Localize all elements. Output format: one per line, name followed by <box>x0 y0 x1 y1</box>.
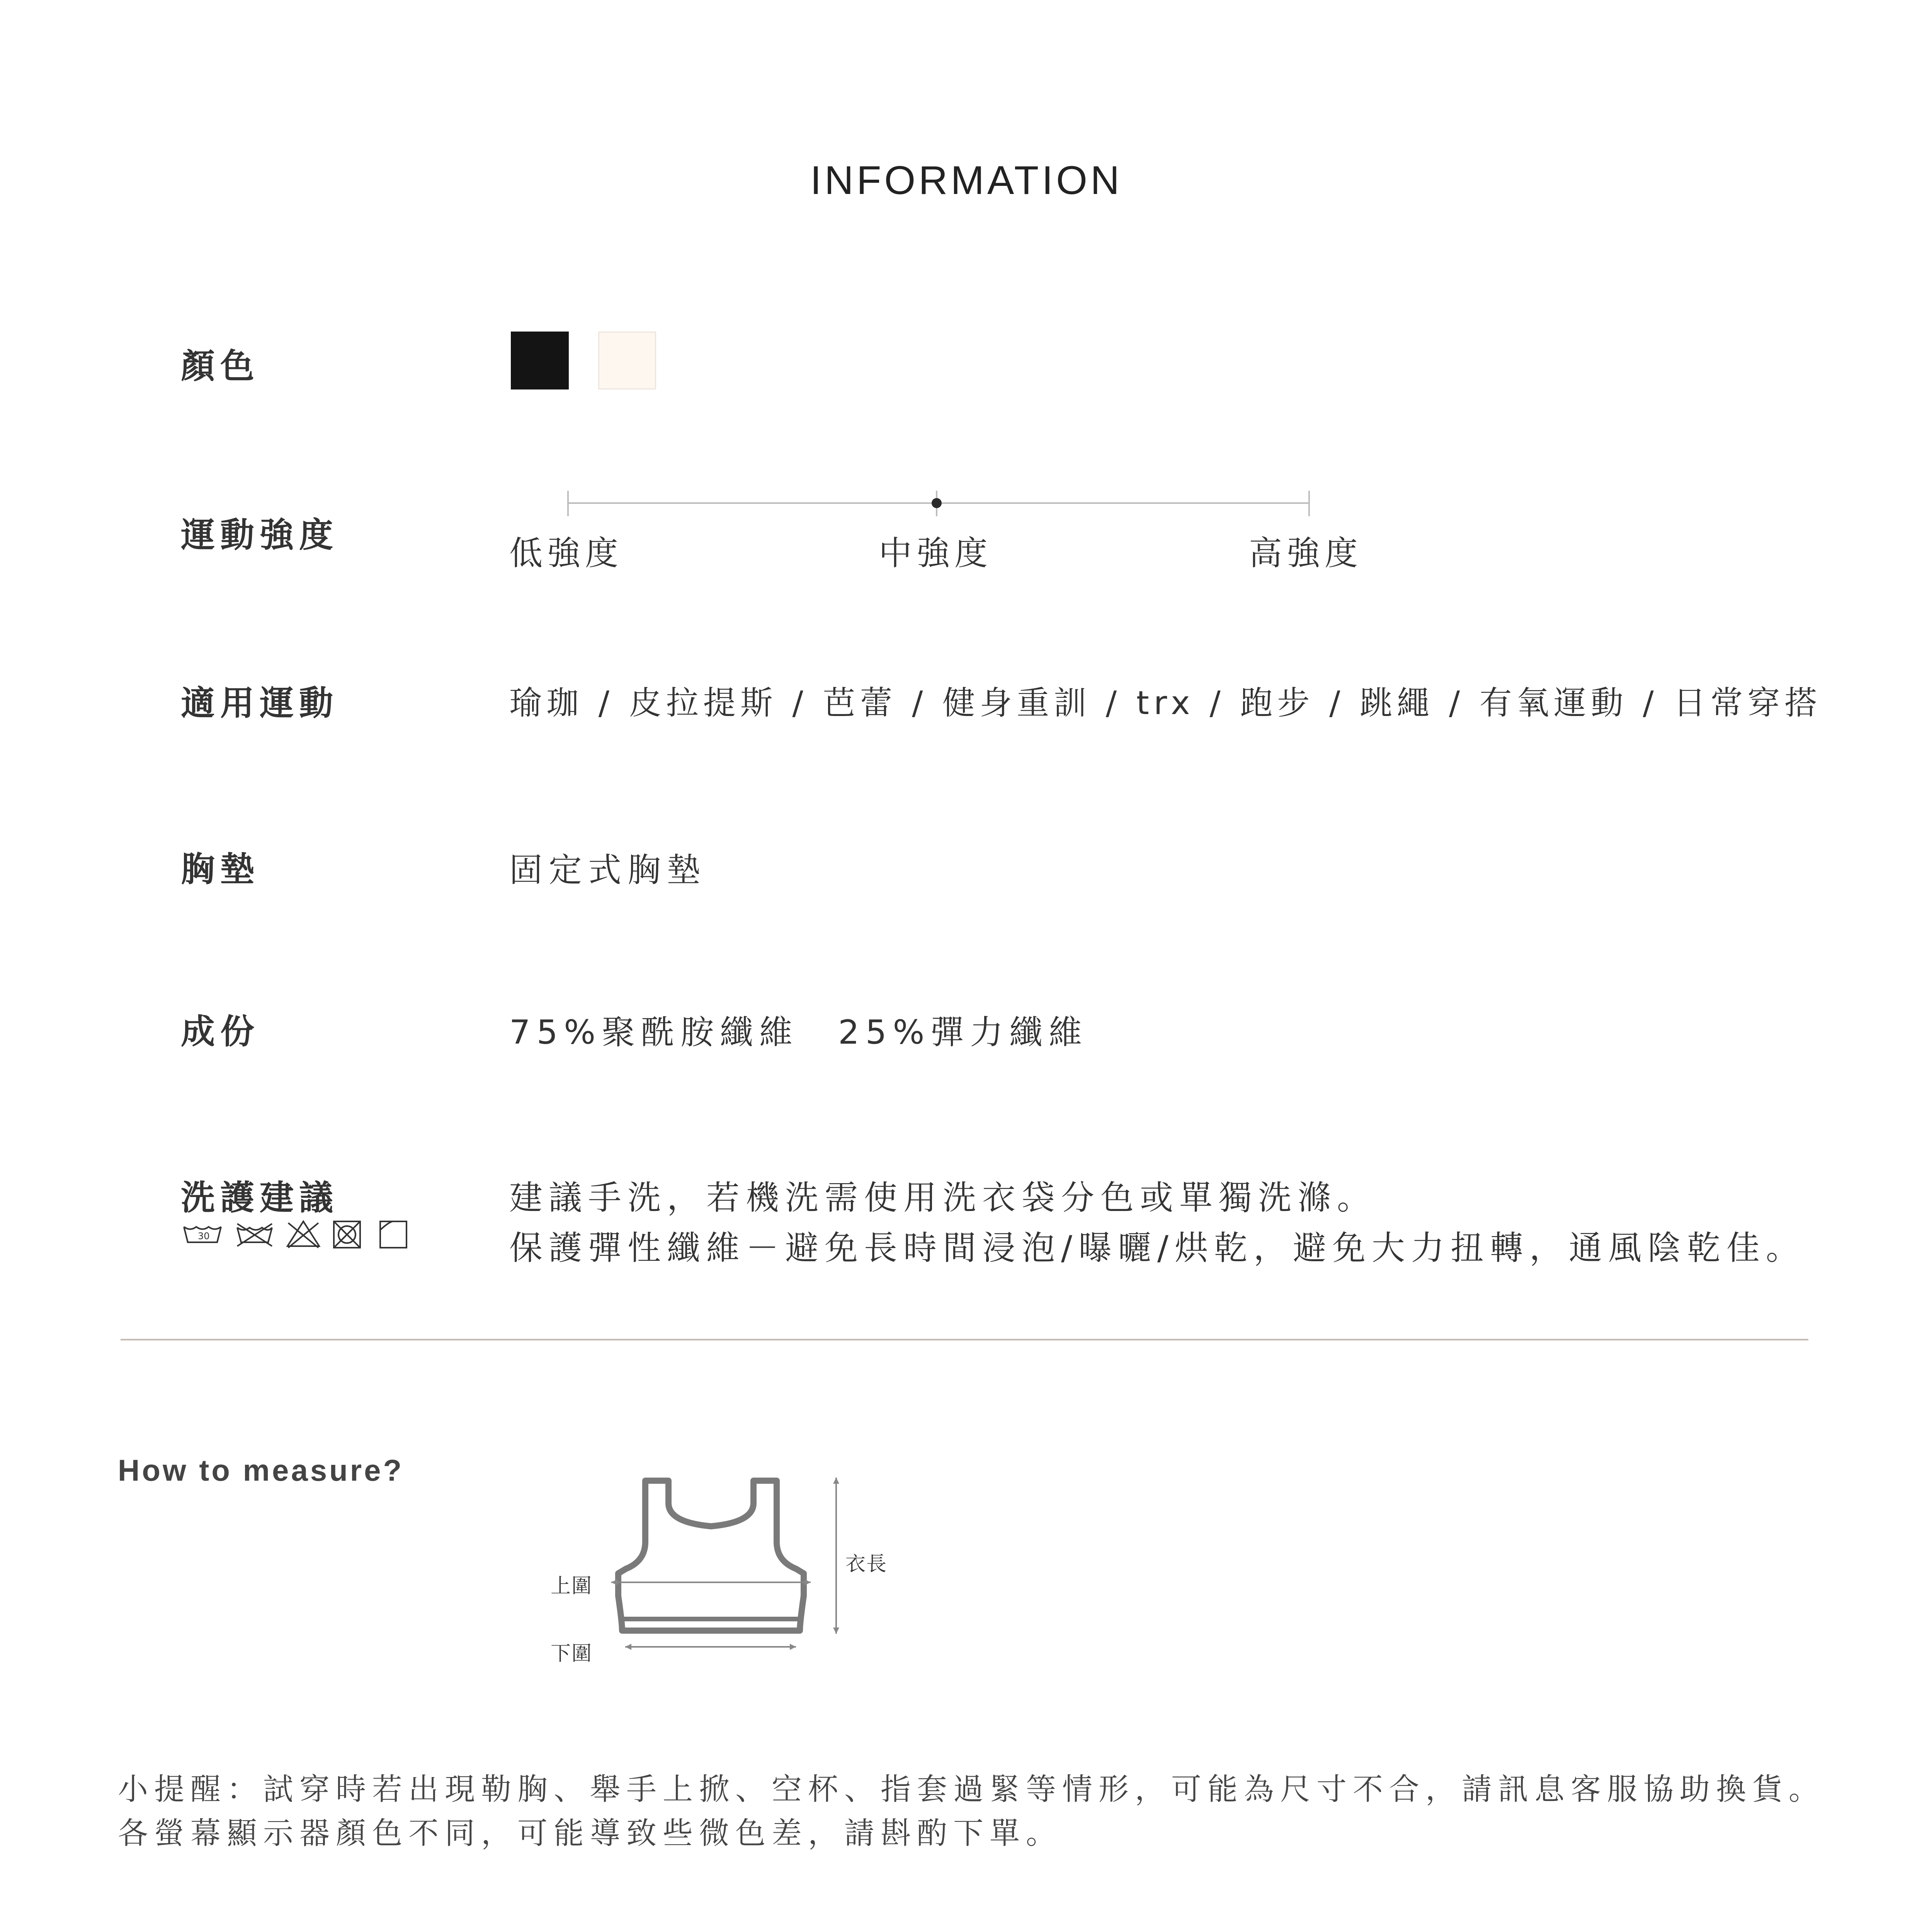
sports-label: 適用運動 <box>181 683 339 723</box>
material-value: 75%聚酰胺纖維 25%彈力纖維 <box>509 1013 1088 1052</box>
care-label: 洗護建議 <box>181 1178 339 1218</box>
care-line-2: 保護彈性纖維－避免長時間浸泡/曝曬/烘乾，避免大力扭轉，通風陰乾佳。 <box>509 1229 1805 1267</box>
length-label: 衣長 <box>845 1553 888 1576</box>
pad-label: 胸墊 <box>181 849 260 889</box>
color-label: 顏色 <box>181 346 260 386</box>
svg-text:30: 30 <box>198 1231 210 1242</box>
care-line-1: 建議手洗，若機洗需使用洗衣袋分色或單獨洗滌。 <box>509 1179 1376 1217</box>
pad-value: 固定式胸墊 <box>509 851 706 889</box>
upper-bust-label: 上圍 <box>551 1575 593 1598</box>
measure-title: How to measure? <box>118 1453 404 1487</box>
hand-wash-30-icon <box>184 1227 221 1242</box>
color-swatch-black[interactable] <box>511 332 569 389</box>
care-icons <box>182 1219 413 1250</box>
intensity-level-low: 低強度 <box>509 534 623 573</box>
intensity-level-high: 高強度 <box>1249 534 1362 573</box>
no-tumble-dry-icon <box>237 1224 272 1246</box>
no-bleach-icon <box>287 1221 319 1248</box>
page-title: INFORMATION <box>810 158 1123 203</box>
bra-outline <box>618 1481 804 1631</box>
no-dryer-icon <box>334 1221 360 1248</box>
intensity-label: 運動強度 <box>181 515 339 555</box>
color-swatch-cream[interactable] <box>598 332 656 389</box>
line-dry-icon <box>380 1221 406 1248</box>
material-label: 成份 <box>181 1012 260 1051</box>
section-divider <box>121 1339 1808 1340</box>
intensity-marker <box>932 498 942 508</box>
sports-value: 瑜珈 / 皮拉提斯 / 芭蕾 / 健身重訓 / trx / 跑步 / 跳繩 / 有氧運動 / 日常穿搭 <box>509 684 1822 722</box>
note-line-2: 各螢幕顯示器顏色不同，可能導致些微色差，請斟酌下單。 <box>118 1816 1063 1851</box>
lower-bust-label: 下圍 <box>551 1642 593 1665</box>
intensity-scale <box>556 487 1321 518</box>
note-line-1: 小提醒：試穿時若出現勒胸、舉手上掀、空杯、指套過緊等情形，可能為尺寸不合，請訊息客服協助換貨。 <box>118 1772 1825 1807</box>
intensity-level-mid: 中強度 <box>879 534 992 573</box>
